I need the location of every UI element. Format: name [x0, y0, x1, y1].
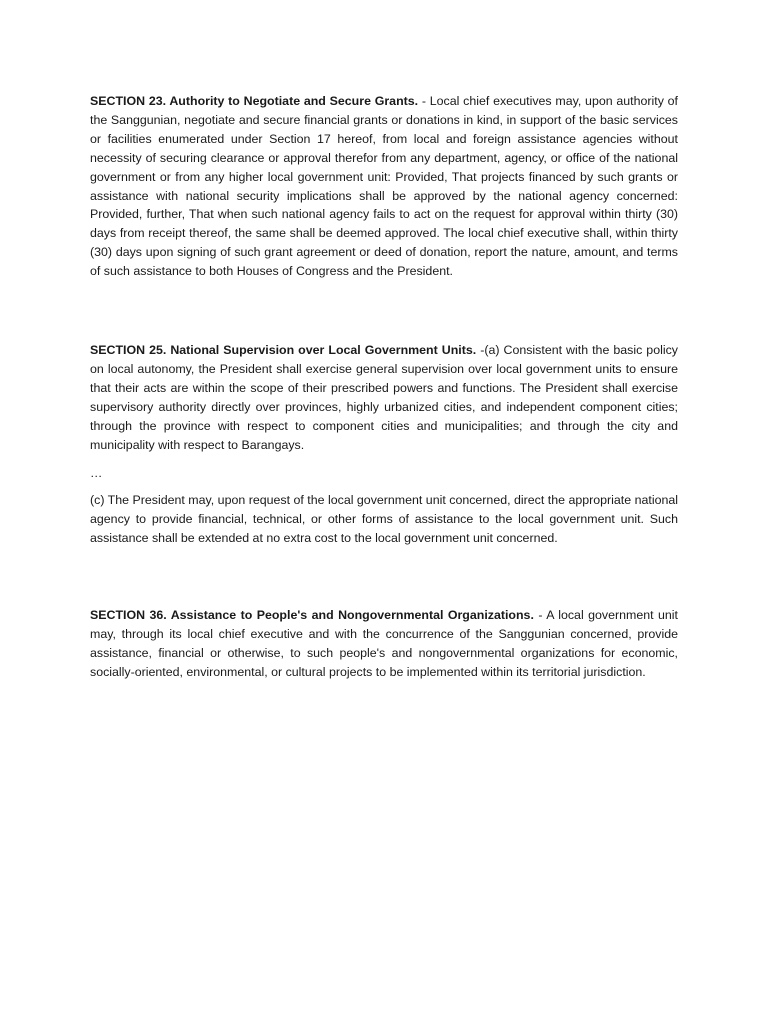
document-page: [90, 92, 678, 682]
section-36-heading: SECTION 36. Assistance to People's and Nongovernmental Organizations.: [90, 608, 534, 623]
section-36-body: - A local government unit may, through its local chief executive and with the concurrence of the Sanggunian concerned, provide assistance, financial or otherwise, to such people's and nongovernmental organizations for economic, socially-oriented, environmental, or cultural projects to be implemented within its territorial jurisdiction.: [90, 608, 678, 679]
section-25-clause-c: (c) The President may, upon request of the local government unit concerned, direct the appropriate national agency to provide financial, technical, or other forms of assistance to the local government unit. Such assistance shall be extended at no extra cost to the local government unit concerned.: [90, 493, 678, 546]
section-23-paragraph: [90, 92, 678, 281]
section-25-heading: SECTION 25. National Supervision over Local Government Units.: [90, 343, 477, 358]
section-36-paragraph: [90, 606, 678, 682]
section-25-ellipsis: …: [90, 465, 103, 480]
section-25-paragraph: [90, 341, 678, 454]
section-25-body: -(a) Consistent with the basic policy on local autonomy, the President shall exercise general supervision over local government units to ensure that their acts are within the scope of their prescribed powers and functions. The President shall exercise supervisory authority directly over provinces, highly urbanized cities, and independent component cities; through the province with respect to component cities and municipalities; and through the city and municipality with respect to Barangays.: [90, 343, 678, 452]
section-23-body: - Local chief executives may, upon authority of the Sanggunian, negotiate and secure financial grants or donations in kind, in support of the basic services or facilities enumerated under Section 17 hereof, from local and foreign assistance agencies without necessity of securing clearance or approval therefor from any department, agency, or office of the national government or from any higher local government unit: Provided, That projects financed by such grants or assistance with national security implications shall be approved by the national agency concerned: Provided, further, That when such national agency fails to act on the request for approval within thirty (30) days from receipt thereof, the same shall be deemed approved. The local chief executive shall, within thirty (30) days upon signing of such grant agreement or deed of donation, report the nature, amount, and terms of such assistance to both Houses of Congress and the President.: [90, 94, 678, 279]
section-23-heading: SECTION 23. Authority to Negotiate and Secure Grants.: [90, 94, 419, 108]
